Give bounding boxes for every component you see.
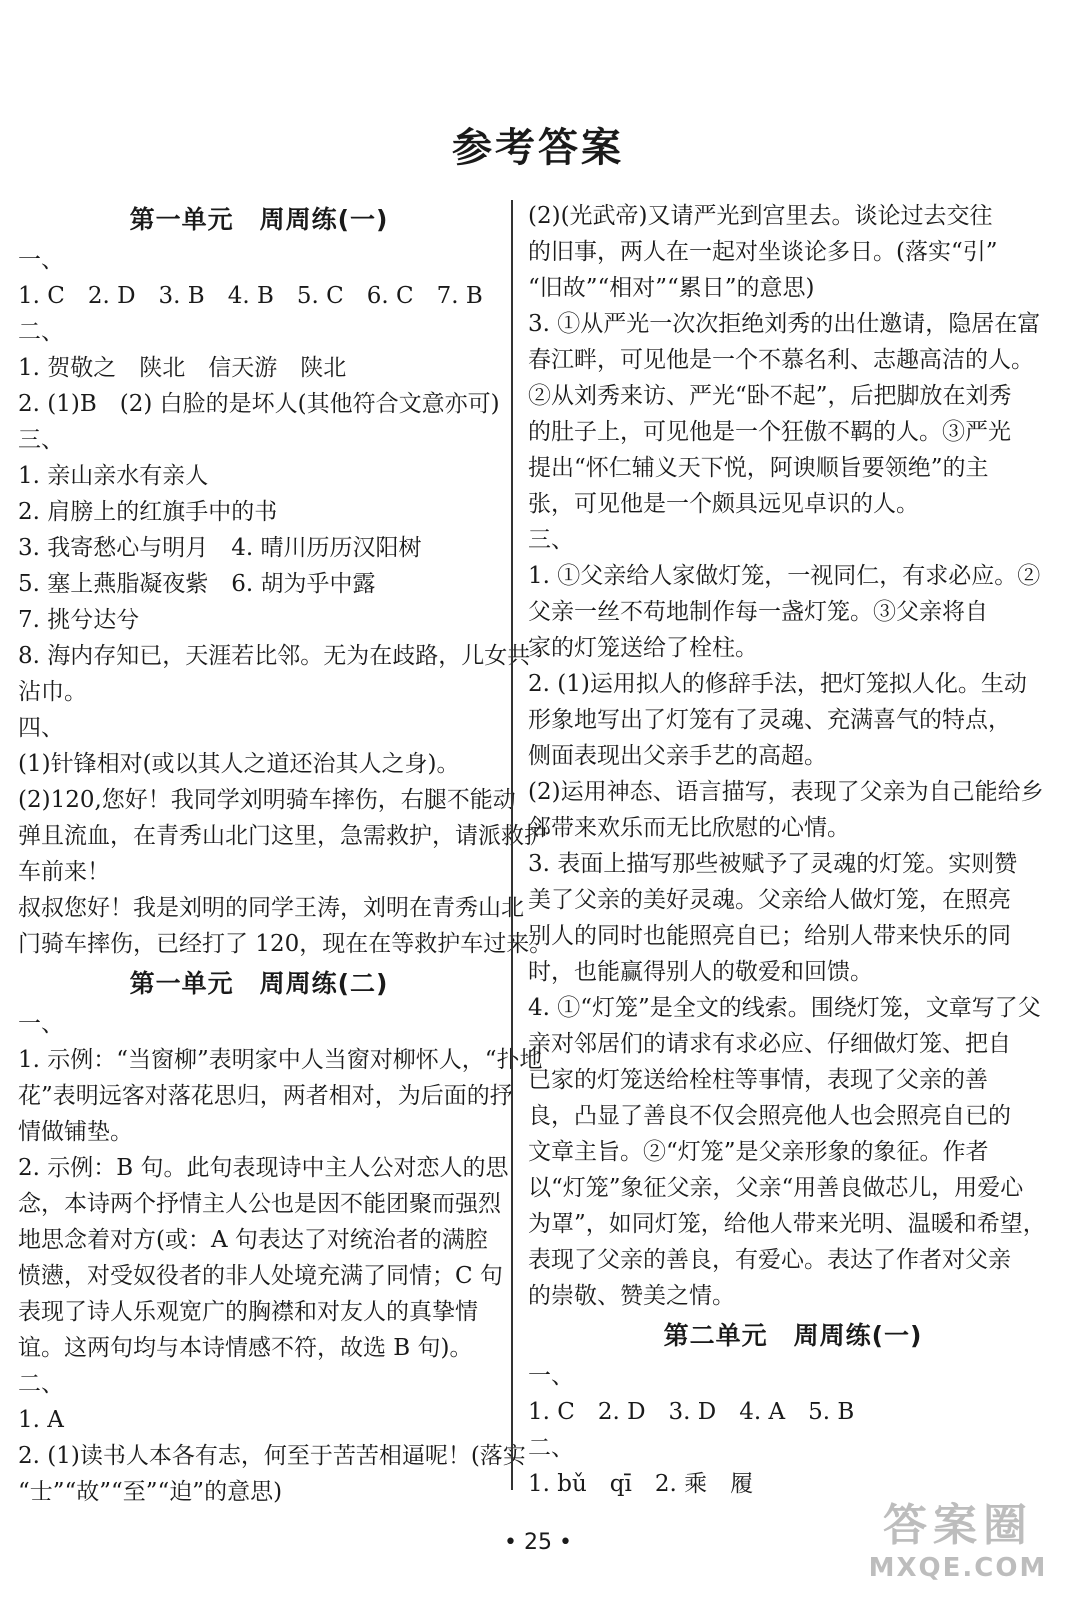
answer-line: 提出“怀仁辅义天下悦，阿谀顺旨要领绝”的主 xyxy=(528,455,989,481)
answer-line: 邻带来欢乐而无比欣慰的心情。 xyxy=(528,815,850,841)
answer-line: 别人的同时也能照亮自已；给别人带来快乐的同 xyxy=(528,923,1011,949)
answer-line: 沾巾。 xyxy=(18,679,87,705)
answer-line: 1. C 2. D 3. B 4. B 5. C 6. C 7. B xyxy=(18,283,483,309)
answer-line: (2)120,您好！我同学刘明骑车摔伤，右腿不能动 xyxy=(18,787,516,813)
answer-line: 四、 xyxy=(18,715,64,741)
answer-line: 1. A xyxy=(18,1407,64,1433)
answer-line: 表现了父亲的善良，有爱心。表达了作者对父亲 xyxy=(528,1247,1011,1273)
answer-line: 1. 贺敬之 陕北 信天游 陕北 xyxy=(18,355,347,381)
answer-line: 一、 xyxy=(18,1011,64,1037)
answer-line: “士”“故”“至”“迫”的意思) xyxy=(18,1479,283,1505)
answer-line: 形象地写出了灯笼有了灵魂、充满喜气的特点， xyxy=(528,707,1011,733)
answer-line: 1. 示例：“当窗柳”表明家中人当窗对柳怀人，“扑地 xyxy=(18,1047,543,1073)
watermark-logo-url: MXQE.COM xyxy=(868,1553,1048,1583)
answer-line: 车前来！ xyxy=(18,859,110,885)
answer-line: 一、 xyxy=(528,1363,574,1389)
answer-line: 三、 xyxy=(18,427,64,453)
watermark-logo xyxy=(858,1500,1058,1590)
answer-line: 愤懑，对受奴役者的非人处境充满了同情；C 句 xyxy=(18,1263,503,1289)
answer-line: 2. 肩膀上的红旗手中的书 xyxy=(18,499,278,525)
answer-line: 二、 xyxy=(528,1435,574,1461)
answer-line: 2. (1)读书人本各有志，何至于苦苦相逼呢！(落实 xyxy=(18,1443,526,1469)
answer-line: 1. 亲山亲水有亲人 xyxy=(18,463,209,489)
answer-line: 弹且流血，在青秀山北门这里，急需救护，请派救护 xyxy=(18,823,547,849)
answer-line: 谊。这两句均与本诗情感不符，故选 B 句)。 xyxy=(18,1335,473,1361)
answer-line: 3. ①从严光一次次拒绝刘秀的出仕邀请，隐居在富 xyxy=(528,311,1041,337)
answer-line: (1)针锋相对(或以其人之道还治其人之身)。 xyxy=(18,751,460,777)
answer-line: (2)运用神态、语言描写，表现了父亲为自己能给乡 xyxy=(528,779,1044,805)
section-heading: 第一单元 周周练(二) xyxy=(129,969,389,998)
answer-line: “旧故”“相对”“累日”的意思) xyxy=(528,275,815,301)
answer-line: 2. (1)运用拟人的修辞手法，把灯笼拟人化。生动 xyxy=(528,671,1027,697)
answer-line: 以“灯笼”象征父亲，父亲“用善良做芯儿，用爱心 xyxy=(528,1175,1024,1201)
answer-line: 时，也能赢得别人的敬爱和回馈。 xyxy=(528,959,873,985)
section-heading: 第一单元 周周练(一) xyxy=(129,205,389,234)
answer-line: 花”表明远客对落花思归，两者相对，为后面的抒 xyxy=(18,1083,513,1109)
right-column xyxy=(528,198,1058,1502)
answer-line: 家的灯笼送给了栓柱。 xyxy=(528,635,758,661)
page-number: • 25 • xyxy=(504,1530,572,1555)
answer-line: 文章主旨。②“灯笼”是父亲形象的象征。作者 xyxy=(528,1139,989,1165)
answer-line: 二、 xyxy=(18,1371,64,1397)
answer-line: 张，可见他是一个颇具远见卓识的人。 xyxy=(528,491,919,517)
answer-line: 4. ①“灯笼”是全文的线索。围绕灯笼，文章写了父 xyxy=(528,995,1041,1021)
answer-line: 侧面表现出父亲手艺的高超。 xyxy=(528,743,827,769)
answer-line: 1. bǔ qī 2. 乘 履 xyxy=(528,1471,754,1497)
answer-line: 8. 海内存知已，天涯若比邻。无为在歧路，儿女共 xyxy=(18,643,531,669)
answer-line: 5. 塞上燕脂凝夜紫 6. 胡为乎中露 xyxy=(18,571,376,597)
answer-line: 2. (1)B (2) 白脸的是坏人(其他符合文意亦可) xyxy=(18,391,500,417)
answer-line: 7. 挑兮达兮 xyxy=(18,607,140,633)
column-divider xyxy=(511,200,513,1490)
page-title: 参考答案 xyxy=(452,124,624,171)
answer-line: 地思念着对方(或：A 句表达了对统治者的满腔 xyxy=(18,1227,488,1253)
answer-line: 父亲一丝不苟地制作每一盏灯笼。③父亲将自 xyxy=(528,599,988,625)
answer-line: 的旧事，两人在一起对坐谈论多日。(落实“引” xyxy=(528,239,998,265)
answer-line: 良，凸显了善良不仅会照亮他人也会照亮自已的 xyxy=(528,1103,1011,1129)
answer-line: 的肚子上，可见他是一个狂傲不羁的人。③严光 xyxy=(528,419,1011,445)
answer-line: 3. 我寄愁心与明月 4. 晴川历历汉阳树 xyxy=(18,535,422,561)
answer-line: 已家的灯笼送给栓柱等事情，表现了父亲的善 xyxy=(528,1067,988,1093)
answer-line: 1. ①父亲给人家做灯笼，一视同仁，有求必应。② xyxy=(528,563,1041,589)
answer-line: 三、 xyxy=(528,527,574,553)
answer-line: 1. C 2. D 3. D 4. A 5. B xyxy=(528,1399,855,1425)
answer-line: 为罩”，如同灯笼，给他人带来光明、温暖和希望， xyxy=(528,1211,1046,1237)
answer-line: 二、 xyxy=(18,319,64,345)
answer-line: 叔叔您好！我是刘明的同学王涛，刘明在青秀山北 xyxy=(18,895,524,921)
answer-line: 表现了诗人乐观宽广的胸襟和对友人的真挚情 xyxy=(18,1299,478,1325)
answer-line: 一、 xyxy=(18,247,64,273)
left-column xyxy=(18,198,553,1510)
answer-line: 门骑车摔伤，已经打了 120，现在在等救护车过来。 xyxy=(18,931,553,957)
answer-line: 3. 表面上描写那些被赋予了灵魂的灯笼。实则赞 xyxy=(528,851,1018,877)
answer-line: 2. 示例：B 句。此句表现诗中主人公对恋人的思 xyxy=(18,1155,509,1181)
answer-line: 念，本诗两个抒情主人公也是因不能团聚而强烈 xyxy=(18,1191,501,1217)
section-heading: 第二单元 周周练(一) xyxy=(663,1321,923,1350)
answer-line: ②从刘秀来访、严光“卧不起”，后把脚放在刘秀 xyxy=(528,383,1012,409)
answer-line: 亲对邻居们的请求有求必应、仔细做灯笼、把自 xyxy=(528,1031,1011,1057)
answer-line: 春江畔，可见他是一个不慕名利、志趣高洁的人。 xyxy=(528,347,1034,373)
answer-line: 美了父亲的美好灵魂。父亲给人做灯笼，在照亮 xyxy=(528,887,1011,913)
watermark-logo-text: 答案圈 xyxy=(883,1500,1033,1551)
answer-line: 的崇敬、赞美之情。 xyxy=(528,1283,735,1309)
answer-line: 情做铺垫。 xyxy=(18,1119,133,1145)
answer-line: (2)(光武帝)又请严光到宫里去。谈论过去交往 xyxy=(528,203,993,229)
